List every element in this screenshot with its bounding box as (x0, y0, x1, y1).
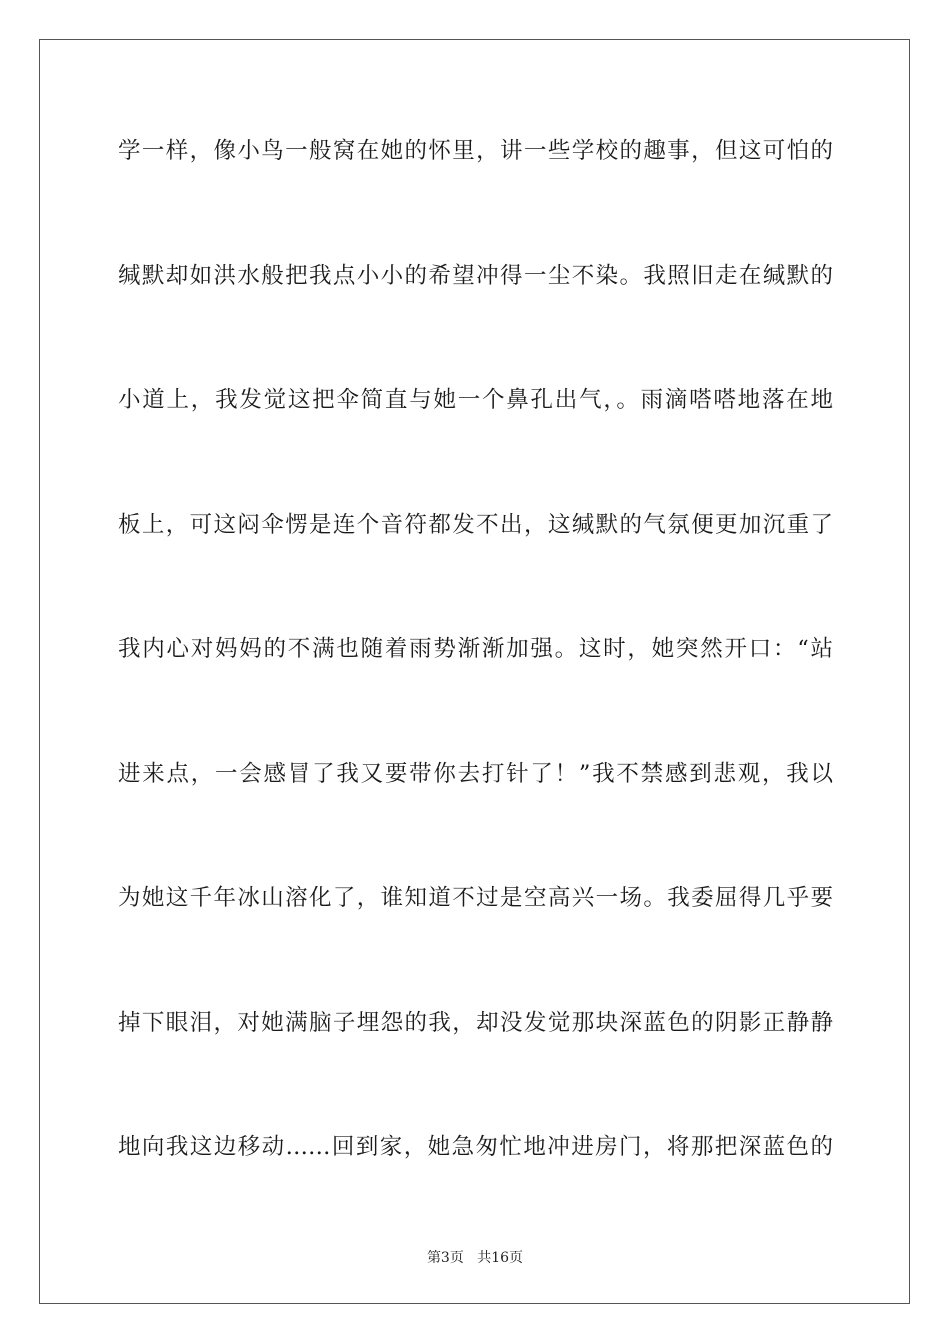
page-footer (0, 1248, 950, 1268)
page-number: 第3页 (426, 1250, 464, 1266)
page-total: 共16页 (477, 1250, 524, 1266)
text-line-7: 为她这千年冰山溶化了，谁知道不过是空高兴一场。我委屈得几乎要 (118, 885, 833, 911)
text-line-4: 板上，可这闷伞愣是连个音符都发不出，这缄默的气氛便更加沉重了 (118, 511, 833, 538)
text-line-6: 进来点，一会感冒了我又要带你去打针了！”我不禁感到悲观，我以 (118, 760, 833, 787)
text-line-1: 学一样，像小鸟一般窝在她的怀里，讲一些学校的趣事，但这可怕的 (118, 138, 833, 164)
text-line-2: 缄默却如洪水般把我点小小的希望冲得一尘不染。我照旧走在缄默的 (118, 262, 833, 289)
text-line-9: 地向我这边移动……回到家，她急匆忙地冲进房门，将那把深蓝色的 (118, 1134, 833, 1160)
text-line-8: 掉下眼泪，对她满脑子埋怨的我，却没发觉那块深蓝色的阴影正静静 (118, 1009, 833, 1036)
body-text (118, 128, 833, 1249)
text-line-5: 我内心对妈妈的不满也随着雨势渐渐加强。这时，她突然开口：“站 (118, 636, 833, 662)
text-line-3: 小道上，我发觉这把伞简直与她一个鼻孔出气，。雨滴嗒嗒地落在地 (118, 387, 833, 413)
